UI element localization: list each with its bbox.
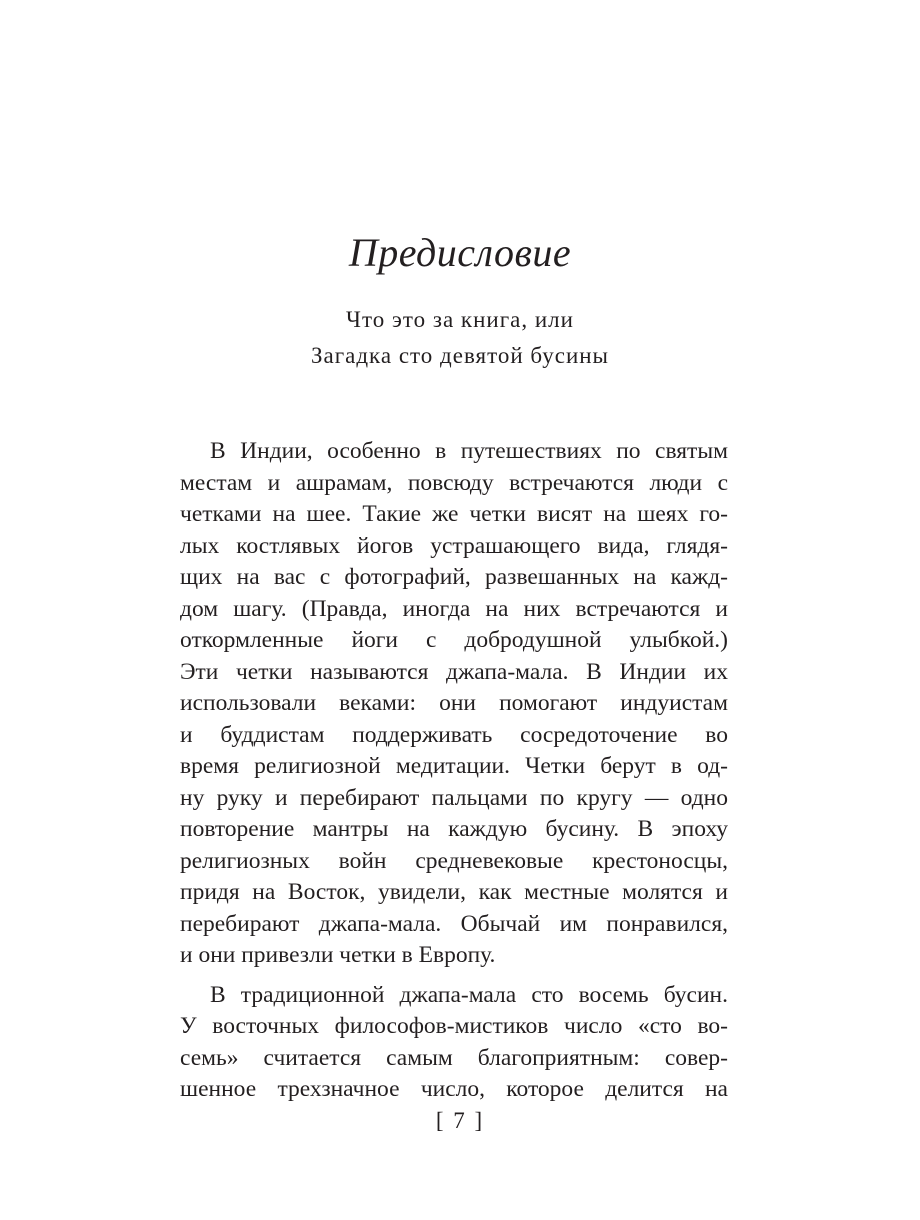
- text-line: лых костлявых йогов устрашающего вида, глядя-: [180, 532, 728, 559]
- text-line: придя на Восток, увидели, как местные молятся и: [180, 879, 728, 905]
- text-line: перебирают джапа-мала. Обычай им понравился,: [180, 910, 728, 937]
- text-line: дом шагу. (Правда, иногда на них встречаются и: [180, 595, 728, 622]
- body-text: [180, 436, 728, 1106]
- text-line: В Индии, особенно в путешествиях по святым: [210, 438, 728, 464]
- text-line: Эти четки называются джапа-мала. В Индии их: [180, 658, 728, 685]
- chapter-subtitle: [0, 302, 920, 374]
- text-line: шенное трехзначное число, которое делится на: [180, 1076, 728, 1102]
- text-line: ну руку и перебирают пальцами по кругу — одно: [180, 784, 728, 811]
- text-line: повторение мантры на каждую бусину. В эпоху: [180, 816, 728, 842]
- text-line: время религиозной медитации. Четки берут в од-: [180, 753, 728, 779]
- chapter-title: Предисловие: [348, 230, 572, 275]
- subtitle-line-1: Что это за книга, или: [346, 307, 574, 332]
- text-line: религиозных войн средневековые крестоносцы,: [180, 847, 728, 874]
- text-line: У восточных философов-мистиков число «сто во-: [180, 1013, 728, 1039]
- paragraph-gap: [180, 972, 728, 980]
- text-line: использовали веками: они помогают индуистам: [180, 690, 728, 716]
- text-line: четками на шее. Такие же четки висят на шеях го-: [180, 501, 728, 527]
- page-number: [ 7 ]: [435, 1108, 485, 1133]
- text-line: щих на вас с фотографий, развешанных на кажд-: [180, 564, 728, 590]
- text-line: и буддистам поддерживать сосредоточение во: [180, 721, 728, 748]
- text-line: местам и ашрамам, повсюду встречаются люди с: [180, 469, 728, 496]
- text-line: семь» считается самым благоприятным: совер-: [180, 1044, 728, 1071]
- paragraph-2: [180, 980, 728, 1106]
- subtitle-line-2: Загадка сто девятой бусины: [310, 343, 610, 368]
- text-line: откормленные йоги с добродушной улыбкой.): [180, 627, 728, 653]
- text-line: и они привезли четки в Европу.: [180, 942, 496, 968]
- text-line: В традиционной джапа-мала сто восемь бусин.: [210, 981, 728, 1008]
- paragraph-1: [180, 436, 728, 972]
